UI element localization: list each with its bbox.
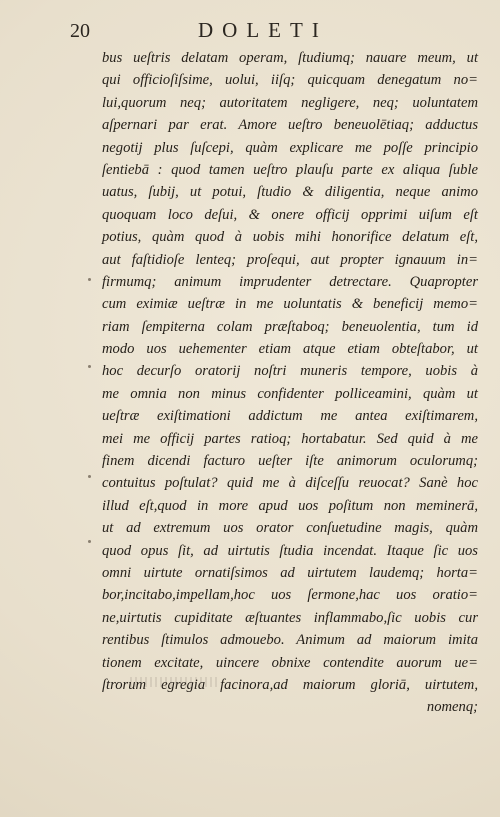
text-line: lui,quorum neq; autoritatem negligere, neq; uoluntatem [102,94,478,111]
margin-speck [88,475,91,478]
text-line: contuitus poſtulat? quid me à diſceſſu reuocat? Sanè hoc [102,475,478,492]
text-line: me omnia non minus confidenter polliceamini, quàm ut [102,385,478,402]
text-line: ſentiebā : quod tamen ueſtro plauſu parte ex aliqua ſuble [102,161,478,178]
text-line: hoc decurſo oratorij noſtri muneris tempore, uobis à [102,363,478,380]
text-line: finem dicendi facturo ueſter iſte animorum oculorumq; [102,453,478,470]
text-line: potius, quàm quod à uobis mihi honorifice delatum eſt, [102,229,478,246]
catchword: nomenq; [426,699,478,716]
text-line: illud eſt,quod in more apud uos poſitum non meminerā, [102,497,478,514]
text-line: aut faſtidioſe lenteq; proſequi, aut propter ignauum in= [102,251,478,268]
text-line: firmumq; animum imprudenter detrectare. Quapropter [102,273,478,290]
text-line: ſtrorum egregia facinora,ad maiorum gloriā, uirtutem, [102,676,478,693]
text-line: quoquam loco deſui, & onere officij opprimi uiſum eſt [102,206,478,223]
text-line: ut ad extremum uos orator conſuetudine magis, quàm [102,520,478,537]
text-line: negotij plus ſuſcepi, quàm explicare me poſſe principio [102,139,478,156]
running-head: DOLETI [198,18,328,42]
margin-speck [88,365,91,368]
body-text [102,47,478,719]
text-line: bus ueſtris delatam operam, ſtudiumq; nauare meum, ut [102,50,478,66]
margin-speck [88,540,91,543]
text-line: aſpernari par erat. Amore ueſtro beneuolētiaq; adductus [102,117,478,134]
text-line: ueſtræ exiſtimationi addictum me antea exiſtimarem, [102,408,478,425]
page-number: 20 [70,20,90,42]
faint-print-smudge [130,677,220,687]
text-line: quod opus ſit, ad uirtutis ſtudia incendat. Itaque ſic uos [102,542,478,559]
text-line: bor,incitabo,impellam,hoc uos ſermone,hac uos oratio= [102,587,478,604]
text-line: ne,uirtutis cupiditate æſtuantes inflammabo,ſic uobis cur [102,609,478,626]
margin-speck [88,278,91,281]
text-line: tionem excitate, uincere obnixe contendite auorum ue= [102,654,478,671]
text-line: cum eximiæ ueſtræ in me uoluntatis & beneficij memo= [102,296,478,313]
text-line: modo uos uehementer etiam atque etiam obteſtabor, ut [102,341,478,358]
text-line: uatus, ſubij, ut potui, ſtudio & diligentia, neque animo [102,184,478,201]
text-line: omni uirtute ornatiſsimos ad uirtutem laudemq; horta= [102,564,478,581]
text-line: mei me officij partes ratioq; hortabatur. Sed quid à me [102,430,478,447]
text-line: qui officioſiſsime, uolui, iiſq; quicquam denegatum no= [102,72,478,89]
text-line: riam ſempiterna colam præſtaboq; beneuolentia, tum id [102,318,478,335]
text-line: rentibus ſtimulos admouebo. Animum ad maiorum imita [102,632,478,649]
